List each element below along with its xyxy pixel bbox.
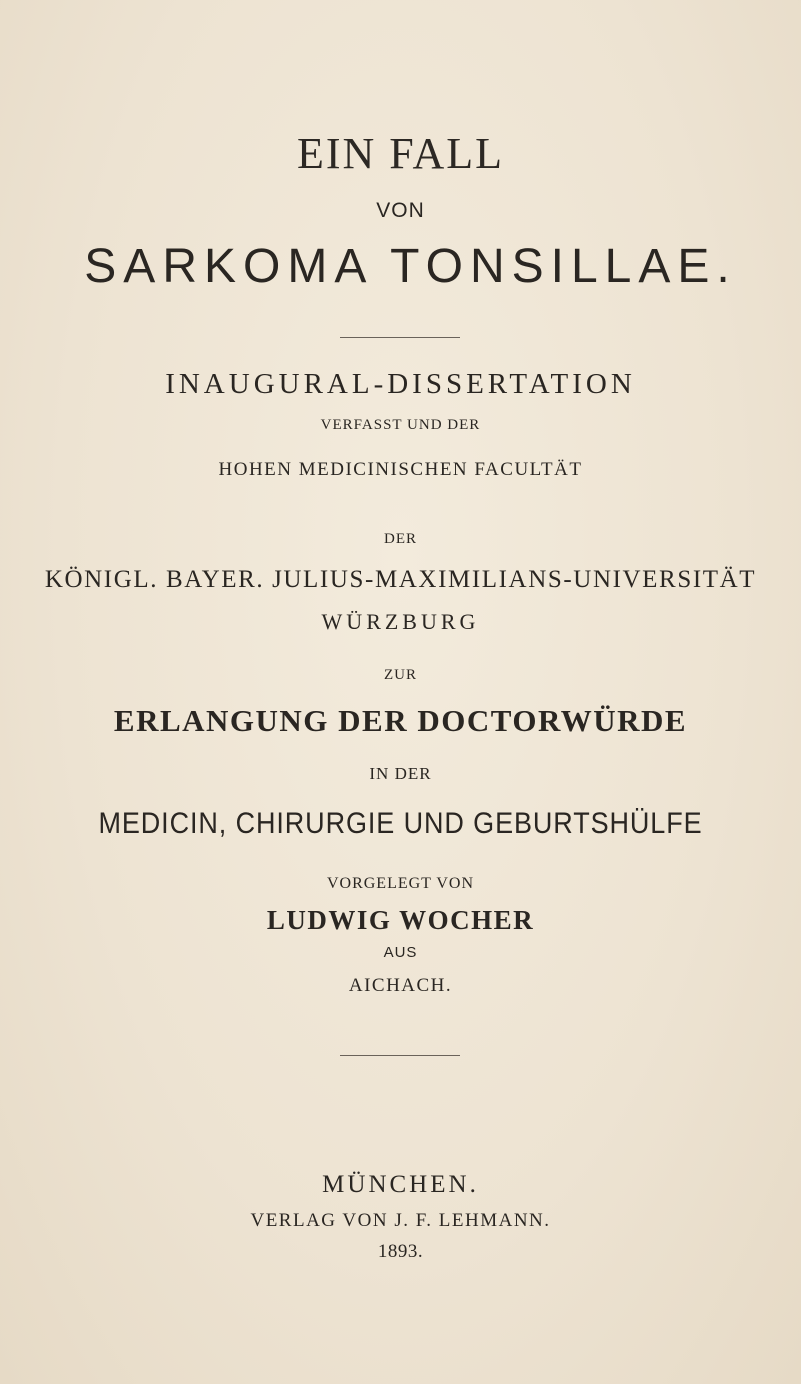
- verfasst-text: VERFASST UND DER: [320, 417, 481, 433]
- imprint-year: 1893.: [377, 1241, 424, 1262]
- imprint-city: MÜNCHEN.: [322, 1171, 479, 1198]
- title-line-1: EIN FALL: [296, 129, 505, 178]
- faculty-text: HOHEN MEDICINISCHEN FACULTÄT: [218, 459, 583, 480]
- subjects-text: MEDICIN, CHIRURGIE UND GEBURTSHÜLFE: [98, 807, 703, 840]
- vorgelegt-text: VORGELEGT VON: [326, 875, 475, 892]
- author-hometown: AICHACH.: [348, 975, 453, 996]
- imprint-publisher: VERLAG VON J. F. LEHMANN.: [250, 1210, 551, 1231]
- divider-rule-top: [340, 337, 460, 338]
- university-name: KÖNIGL. BAYER. JULIUS-MAXIMILIANS-UNIVERSITÄT: [44, 566, 757, 593]
- in-der-text: IN DER: [369, 764, 432, 783]
- zur-text: ZUR: [384, 667, 417, 683]
- degree-purpose: ERLANGUNG DER DOCTORWÜRDE: [113, 703, 688, 738]
- title-line-2: SARKOMA TONSILLAE.: [84, 240, 737, 293]
- divider-rule-bottom: [340, 1055, 460, 1056]
- dissertation-heading: INAUGURAL-DISSERTATION: [165, 368, 636, 400]
- aus-text: AUS: [383, 944, 418, 961]
- von-text: VON: [376, 199, 425, 222]
- author-name: LUDWIG WOCHER: [266, 905, 535, 935]
- university-city: WÜRZBURG: [321, 609, 480, 634]
- der-text: DER: [384, 531, 417, 547]
